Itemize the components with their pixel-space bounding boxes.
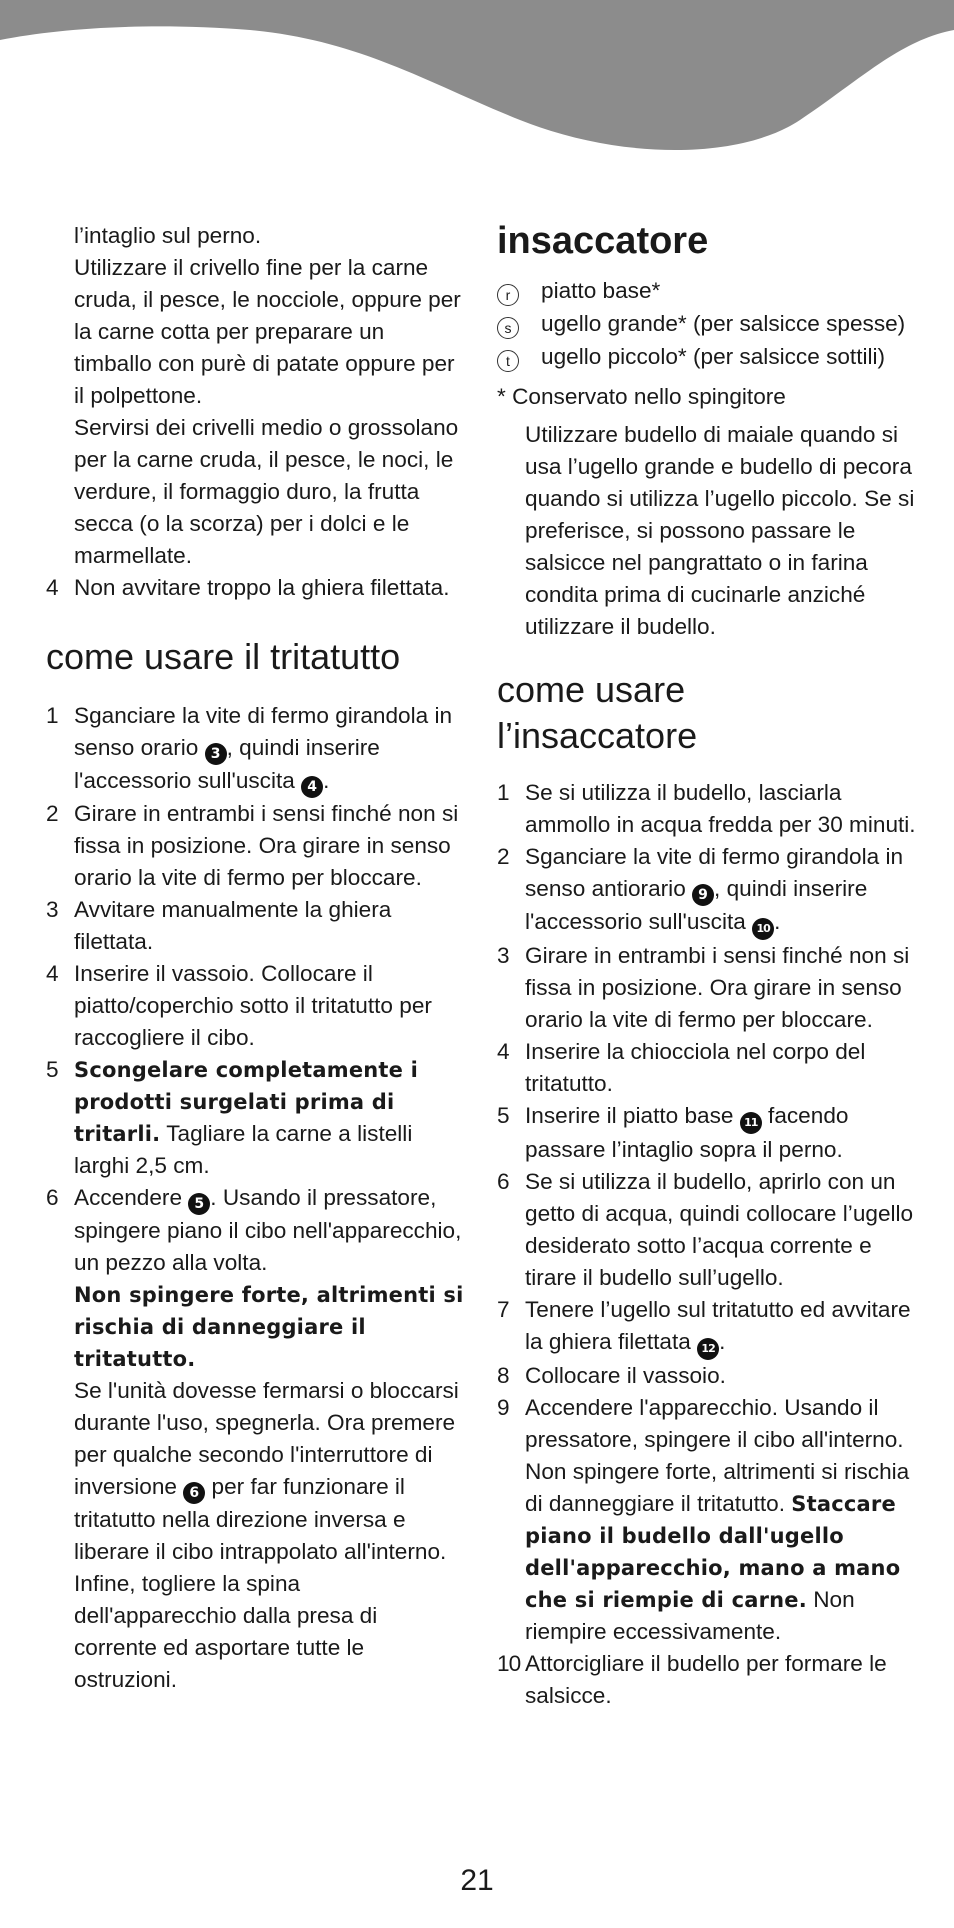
intro-line-1: l’intaglio sul perno. — [74, 223, 262, 248]
callout-11-icon: 11 — [740, 1112, 762, 1134]
intro-block — [46, 220, 466, 572]
step-6: 6 Accendere 5 . Usando il pressatore, spingere piano il cibo nell'apparecchio, un pezzo alla volta. Non spingere forte, altrimenti si rischia di danneggiare il tritatutto. Se l'unità dovesse fermarsi o bloccarsi durante l'uso, spegnerla. Ora premere per qualche secondo l'interruttore di inversione 6 per far funzionare il tritatutto nella direzione inversa e liberare il cibo intrappolato all'interno. Infine, togliere la spina dell'apparecchio dalla presa di corrente ed asportare tutte le ostruzioni. — [46, 1182, 466, 1696]
step-text: , quindi inserire l'accessorio sull'uscita — [74, 735, 380, 793]
part-s-icon: s — [497, 317, 519, 339]
callout-9-icon: 9 — [692, 884, 714, 906]
part-item — [497, 274, 927, 307]
intro-paragraph-medium-screen: Servirsi dei crivelli medio o grossolano per la carne cruda, il pesce, le noci, le verdure, il formaggio duro, la frutta secca (o la scorza) per i dolci e le marmellate. — [74, 415, 459, 568]
step-text: Se si utilizza il budello, lasciarla ammollo in acqua fredda per 30 minuti. — [525, 780, 916, 837]
part-r-icon: r — [497, 284, 519, 306]
step-text: Attorcigliare il budello per formare le salsicce. — [525, 1651, 887, 1708]
step-3: 3 Girare in entrambi i sensi finché non si fissa in posizione. Ora girare in senso orario la vite di fermo per bloccare. — [497, 940, 927, 1036]
warning-text: Staccare piano il budello dall'ugello dell'apparecchio, mano a mano che si riempie di carne. — [525, 1492, 901, 1612]
part-label: piatto base* — [541, 278, 661, 303]
right-column — [497, 218, 927, 1712]
step-text: Girare in entrambi i sensi finché non si fissa in posizione. Ora girare in senso orario la vite di fermo per bloccare. — [525, 943, 910, 1032]
part-t-icon: t — [497, 350, 519, 372]
item-number: 4 — [46, 575, 59, 600]
item-text: Non avvitare troppo la ghiera filettata. — [74, 575, 450, 600]
step-text: . Usando il pressatore, spingere piano il cibo nell'apparecchio, un pezzo alla volta. — [74, 1185, 462, 1275]
step-text: Sganciare la vite di fermo girandola in senso orario — [74, 703, 453, 760]
part-label: ugello grande* (per salsicce spesse) — [541, 311, 906, 336]
step-text: per far funzionare il tritatutto nella direzione inversa e liberare il cibo intrappolato all'interno. Infine, togliere la spina dell'apparecchio dalla presa di corrente ed asportare tutte le ostruzioni. — [74, 1474, 447, 1692]
list-item — [46, 572, 466, 604]
step-text: Inserire la chiocciola nel corpo del tritatutto. — [525, 1039, 866, 1096]
step-text: Se l'unità dovesse fermarsi o bloccarsi durante l'uso, spegnerla. Ora premere per qualche secondo l'interruttore di inversione — [74, 1378, 459, 1499]
header-wave-decoration — [0, 0, 954, 160]
callout-10-icon: 10 — [752, 918, 774, 940]
step-text: Collocare il vassoio. — [525, 1363, 726, 1388]
step-text: Tagliare la carne a listelli larghi 2,5 cm. — [74, 1121, 413, 1178]
footnote: * Conservato nello spingitore — [497, 384, 786, 409]
step-2: 2 Girare in entrambi i sensi finché non si fissa in posizione. Ora girare in senso orario la vite di fermo per bloccare. — [46, 798, 466, 894]
warning-text: Non spingere forte, altrimenti si rischia di danneggiare il tritatutto. — [74, 1283, 464, 1371]
step-10: 10 Attorcigliare il budello per formare le salsicce. — [497, 1648, 927, 1712]
step-4: 4 Inserire la chiocciola nel corpo del tritatutto. — [497, 1036, 927, 1100]
page-number: 21 — [460, 1864, 494, 1897]
callout-5-icon: 5 — [188, 1193, 210, 1215]
step-9: 9 Accendere l'apparecchio. Usando il pressatore, spingere il cibo all'interno. Non spingere forte, altrimenti si rischia di danneggiare il tritatutto. Staccare piano il budello dall'ugello dell'apparecchio, mano a mano che si riempie di carne. Non riempire eccessivamente. — [497, 1395, 910, 1644]
step-1: 1 Sganciare la vite di fermo girandola in senso orario 3 , quindi inserire l'accessorio sull'uscita 4 . — [46, 700, 466, 798]
section-title-tritatutto: come usare il tritatutto — [46, 636, 401, 677]
parts-list — [497, 274, 927, 373]
step-3: 3 Avvitare manualmente la ghiera filettata. — [46, 894, 466, 958]
part-item — [497, 307, 927, 340]
callout-12-icon: 12 — [697, 1338, 719, 1360]
part-label: ugello piccolo* (per salsicce sottili) — [541, 344, 886, 369]
intro-paragraph: Utilizzare budello di maiale quando si usa l’ugello grande e budello di pecora quando si utilizza l’ugello piccolo. Se si preferisce, si possono passare le salsicce nel pangrattato o in farina condita prima di cucinarle anziché utilizzare il budello. — [525, 422, 915, 639]
section-title-insaccatore: come usare l’insaccatore — [497, 669, 698, 756]
step-text: Se si utilizza il budello, aprirlo con un getto di acqua, quindi collocare l’ugello desiderato sotto l’acqua corrente e tirare il budello sull’ugello. — [525, 1169, 914, 1290]
left-column — [46, 220, 466, 1696]
callout-6-icon: 6 — [183, 1482, 205, 1504]
step-4: 4 Inserire il vassoio. Collocare il piatto/coperchio sotto il tritatutto per raccogliere il cibo. — [46, 958, 466, 1054]
step-7: 7 Tenere l’ugello sul tritatutto ed avvitare la ghiera filettata 12 . — [497, 1294, 927, 1360]
step-5: 5 Inserire il piatto base 11 facendo passare l’intaglio sopra il perno. — [497, 1103, 849, 1162]
step-2: 2 Sganciare la vite di fermo girandola in senso antiorario 9 , quindi inserire l'accessorio sull'uscita 10 . — [497, 841, 927, 940]
step-6: 6 Se si utilizza il budello, aprirlo con un getto di acqua, quindi collocare l’ugello desiderato sotto l’acqua corrente e tirare il budello sull’ugello. — [497, 1166, 927, 1294]
callout-3-icon: 3 — [205, 743, 227, 765]
step-text: Avvitare manualmente la ghiera filettata. — [74, 897, 392, 954]
step-text: Non riempire eccessivamente. — [525, 1587, 855, 1644]
step-1: 1 Se si utilizza il budello, lasciarla ammollo in acqua fredda per 30 minuti. — [497, 777, 927, 841]
step-text: Inserire il vassoio. Collocare il piatto/coperchio sotto il tritatutto per raccogliere il cibo. — [74, 961, 432, 1050]
step-text: Accendere l'apparecchio. Usando il pressatore, spingere il cibo all'interno. Non spingere forte, altrimenti si rischia di danneggiare il tritatutto. — [525, 1395, 910, 1516]
step-8: 8 Collocare il vassoio. — [497, 1360, 927, 1392]
title-insaccatore: insaccatore — [497, 220, 709, 262]
part-item — [497, 340, 927, 373]
step-text: Girare in entrambi i sensi finché non si fissa in posizione. Ora girare in senso orario la vite di fermo per bloccare. — [74, 801, 459, 890]
step-number: 1 — [46, 703, 59, 728]
intro-paragraph-fine-screen: Utilizzare il crivello fine per la carne cruda, il pesce, le nocciole, oppure per la carne cotta per preparare un timballo con purè di patate oppure per il polpettone. — [74, 255, 461, 408]
step-5: 5 Scongelare completamente i prodotti surgelati prima di tritarli. Tagliare la carne a listelli larghi 2,5 cm. — [46, 1057, 419, 1178]
callout-4-icon: 4 — [301, 776, 323, 798]
warning-text: Scongelare completamente i prodotti surgelati prima di tritarli. — [74, 1058, 419, 1146]
